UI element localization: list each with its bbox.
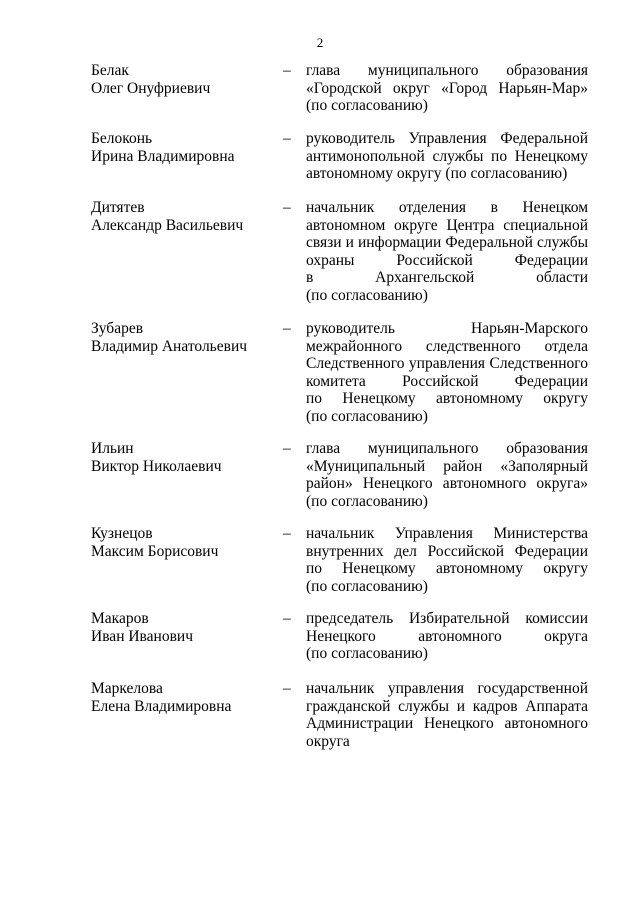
member-name — [91, 199, 271, 234]
separator-dash: – — [283, 320, 291, 337]
role-line: район» Ненецкого автономного округа» — [306, 475, 588, 492]
separator-dash: – — [283, 525, 291, 542]
member-name — [91, 680, 271, 715]
role-line: (по согласованию) — [306, 97, 428, 114]
member-role — [306, 199, 588, 304]
separator-dash: – — [283, 680, 291, 697]
member-name — [91, 610, 271, 645]
role-line: межрайонного следственного отдела — [306, 337, 588, 355]
role-line: по Ненецкому автономному округу — [306, 390, 588, 407]
role-line: (по согласованию) — [306, 407, 428, 425]
role-line: округа — [306, 732, 350, 750]
member-surname: Белоконь — [91, 130, 153, 147]
member-role — [306, 610, 588, 663]
member-role — [306, 320, 588, 425]
role-line: глава муниципального образования — [306, 62, 588, 79]
member-name — [91, 525, 271, 560]
member-given-names: Виктор Николаевич — [91, 457, 222, 475]
role-line: (по согласованию) — [306, 645, 428, 662]
member-given-names: Олег Онуфриевич — [91, 79, 211, 97]
member-name — [91, 440, 271, 475]
separator-dash: – — [283, 610, 291, 627]
role-line: глава муниципального образования — [306, 440, 588, 457]
page-number: 2 — [316, 35, 324, 50]
role-line: антимонопольной службы по Ненецкому — [306, 147, 588, 165]
role-line: «Муниципальный район «Заполярный — [306, 457, 588, 475]
role-line: (по согласованию) — [306, 492, 428, 510]
member-surname: Маркелова — [91, 680, 163, 697]
member-surname: Зубарев — [91, 320, 144, 337]
role-line: гражданской службы и кадров Аппарата — [306, 697, 588, 715]
role-line: (по согласованию) — [306, 286, 428, 304]
member-given-names: Максим Борисович — [91, 542, 219, 560]
member-role — [306, 130, 588, 183]
role-line: начальник управления государственной — [306, 680, 588, 697]
role-line: Ненецкого автономного округа — [306, 627, 588, 645]
role-line: начальник Управления Министерства — [306, 525, 588, 542]
member-name — [91, 320, 271, 355]
role-line: автономном округе Центра специальной — [306, 216, 588, 234]
role-line: автономному округу (по согласованию) — [306, 165, 568, 182]
separator-dash: – — [283, 199, 291, 216]
member-surname: Дитятев — [91, 199, 145, 216]
role-line: начальник отделения в Ненецком — [306, 199, 588, 216]
role-line: охраны Российской Федерации — [306, 251, 588, 269]
member-given-names: Иван Иванович — [91, 627, 193, 645]
role-line: руководитель Управления Федеральной — [306, 130, 588, 147]
role-line: в Архангельской области — [306, 269, 588, 286]
member-name — [91, 62, 271, 97]
separator-dash: – — [283, 440, 291, 457]
member-role — [306, 62, 588, 115]
member-surname: Ильин — [91, 440, 134, 457]
role-line: связи и информации Федеральной службы — [306, 234, 588, 251]
member-given-names: Александр Васильевич — [91, 216, 244, 234]
separator-dash: – — [283, 62, 291, 79]
member-given-names: Ирина Владимировна — [91, 147, 235, 165]
member-role — [306, 680, 588, 750]
member-surname: Кузнецов — [91, 525, 153, 542]
member-surname: Макаров — [91, 610, 149, 627]
member-given-names: Елена Владимировна — [91, 697, 232, 715]
role-line: по Ненецкому автономному округу — [306, 560, 588, 577]
member-given-names: Владимир Анатольевич — [91, 337, 248, 355]
role-line: Администрации Ненецкого автономного — [306, 715, 588, 732]
role-line: председатель Избирательной комиссии — [306, 610, 588, 627]
separator-dash: – — [283, 130, 291, 147]
role-line: (по согласованию) — [306, 577, 428, 595]
role-line: Следственного управления Следственного — [306, 355, 588, 372]
role-line: руководитель Нарьян-Марского — [306, 320, 588, 337]
role-line: внутренних дел Российской Федерации — [306, 542, 588, 560]
member-role — [306, 440, 588, 510]
role-line: «Городской округ «Город Нарьян-Мар» — [306, 79, 588, 97]
member-surname: Белак — [91, 62, 129, 79]
member-role — [306, 525, 588, 595]
member-name — [91, 130, 271, 165]
role-line: комитета Российской Федерации — [306, 372, 588, 390]
